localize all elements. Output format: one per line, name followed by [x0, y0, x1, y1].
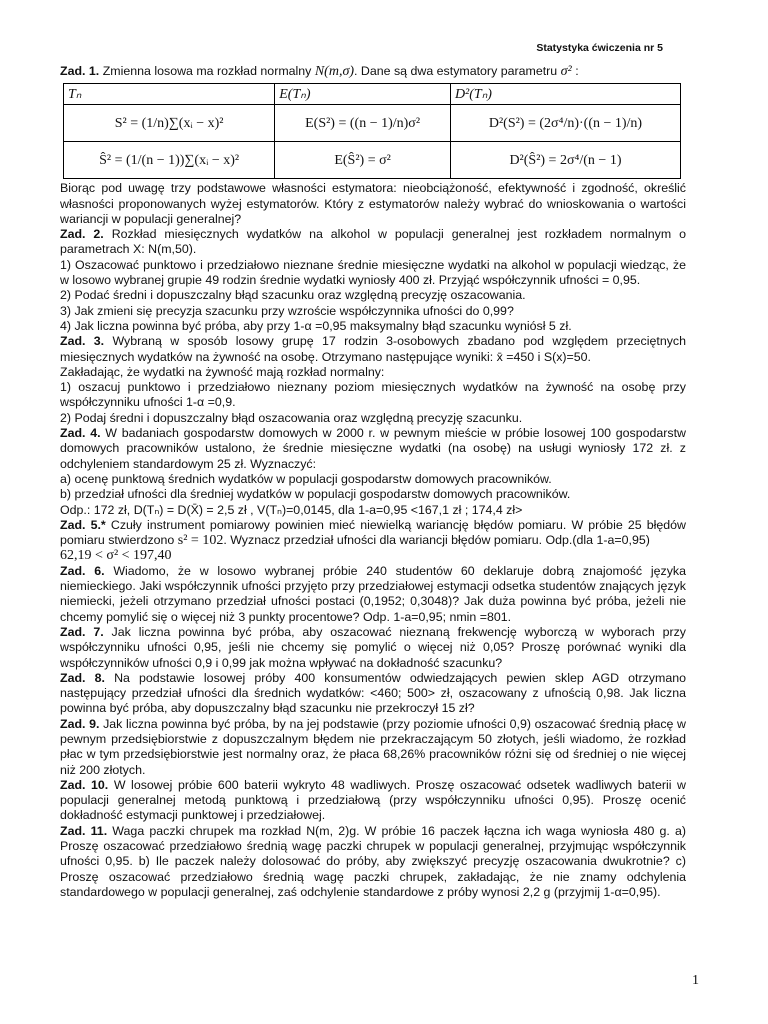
exercise-4: Zad. 4. W badaniach gospodarstw domowych w 2000 r. w pewnym mieście w próbie losowej 100 gospodarstw domowych pracowników ustalono, że średnie miesięczne wydatki (na osobę) na usługi wyniosły 172 zł. z odchyleniem standardowym 25 zł. Wyznaczyć:: [60, 426, 686, 471]
exercise-2: Zad. 2. Rozkład miesięcznych wydatków na alkohol w populacji generalnej jest rozkładem normalnym o parametrach X: N(m,50).: [60, 227, 686, 257]
exercise-1-question: Biorąc pod uwagę trzy podstawowe własności estymatora: nieobciążoność, efektywność i zgodność, określić własności proponowanych wyżej estymatorów. Który z estymatorów należy wybrać do wnioskowania o wartości wariancji w populacji generalnej?: [60, 181, 686, 226]
exercise-label: Zad. 3.: [60, 334, 105, 349]
exercise-1: Zad. 1. Zmienna losowa ma rozkład normalny N(m,σ). Dane są dwa estymatory parametru σ² :: [60, 64, 579, 79]
exercise-item: b) przedział ufności dla średniej wydatków w populacji gospodarstw domowych pracowników.: [60, 487, 571, 502]
exercise-label: Zad. 7.: [60, 624, 104, 639]
exercise-10: Zad. 10. W losowej próbie 600 baterii wykryto 48 wadliwych. Proszę oszacować odsetek wadliwych baterii w populacji generalnej metodą punktową i przedziałową (przy współczynniku ufności 0,95). Proszę ocenić dokładność estymacji punktowej i przedziałowej.: [60, 777, 686, 823]
table-cell: E(S²) = ((n − 1)/n)σ²: [275, 105, 451, 142]
exercise-item: 3) Jak zmieni się precyzja szacunku przy wzroście współczynnika ufności do 0,99?: [60, 303, 514, 318]
exercise-item: 1) oszacuj punktowo i przedziałowo nieznany poziom miesięcznych wydatków na żywność na osobę przy współczynniku ufności 1-α =0,9.: [60, 380, 686, 410]
sample-variance: s² = 102: [177, 533, 224, 549]
table-header-cell: D²(Tₙ): [450, 84, 680, 105]
page-header: Statystyka ćwiczenia nr 5: [536, 42, 663, 54]
exercise-item: a) ocenę punktową średnich wydatków w populacji gospodarstw domowych pracowników.: [60, 471, 552, 486]
exercise-answer: 62,19 < σ² < 197,40: [60, 548, 172, 564]
table-cell: E(Ŝ²) = σ²: [275, 142, 451, 179]
exercise-item: 4) Jak liczna powinna być próba, aby przy 1-α =0,95 maksymalny błąd szacunku wyniósł 5 zł.: [60, 318, 572, 333]
exercise-3: Zad. 3. Wybraną w sposób losowy grupę 17 rodzin 3-osobowych zbadano pod względem przeciętnych miesięcznych wydatków na żywność na osobę. Otrzymano następujące wyniki: x̄ =450 i S(x)=50.: [60, 334, 686, 364]
table-row: [64, 142, 681, 179]
exercise-11: Zad. 11. Waga paczki chrupek ma rozkład N(m, 2)g. W próbie 16 paczek łączna ich waga wyniosła 480 g. a) Proszę oszacować przedziałowo średnią wagę paczki chrupek w populacji generalnej, przyjmując współczynnik ufności 0,95. b) Ile paczek należy dolosować do próby, aby zwiększyć precyzję oszacowania dwukrotnie? c) Proszę oszacować przedziałowo średnią wagę paczki chrupek, zakładając, że nie znamy odchylenia standardowego w populacji generalnej, zaś odchylenie standardowe z próby wynosi 2,2 g (przyjmij 1-α=0,95).: [60, 823, 686, 899]
exercise-content: [60, 64, 686, 900]
table-cell: D²(Ŝ²) = 2σ⁴/(n − 1): [450, 142, 680, 179]
exercise-intro: Zakładając, że wydatki na żywność mają rozkład normalny:: [60, 364, 385, 379]
exercise-label: Zad. 8.: [60, 670, 105, 685]
exercise-label: Zad. 11.: [60, 823, 108, 838]
estimators-table: [63, 83, 681, 179]
exercise-label: Zad. 2.: [60, 227, 104, 242]
table-cell: S² = (1/n)∑(xᵢ − x)²: [64, 105, 275, 142]
exercise-item: 2) Podaj średni i dopuszczalny błąd oszacowania oraz względną precyzję szacunku.: [60, 410, 523, 425]
exercise-5: Zad. 5.* Czuły instrument pomiarowy powinien mieć niewielką wariancję błędów pomiaru. W próbie 25 błędów pomiaru stwierdzono s² = 102. Wyznacz przedział ufności dla wariancji błędów pomiaru. Odp.(dla 1-a=0,95): [60, 517, 686, 549]
exercise-item: 2) Podać średni i dopuszczalny błąd szacunku oraz względną precyzję oszacowania.: [60, 288, 526, 303]
exercise-9: Zad. 9. Jak liczna powinna być próba, by na jej podstawie (przy poziomie ufności 0,9) oszacować średnią płacę w pewnym przedsiębiorstwie z dopuszczalnym błędem nie przekraczającym 50 złotych, jeśli wiadomo, że rozkład płac w tym przedsiębiorstwie jest normalny oraz, że płaca 68,26% pracowników różni się od średniej o nie więcej niż 200 złotych.: [60, 716, 686, 777]
exercise-label: Zad. 9.: [60, 716, 100, 731]
parameter-symbol: σ²: [560, 64, 572, 79]
exercise-label: Zad. 5.*: [60, 517, 106, 532]
exercise-item: 1) Oszacować punktowo i przedziałowo nieznane średnie miesięczne wydatki na alkohol w populacji wiedząc, że w losowo wybranej grupie 49 rodzin średnie wydatki wyniosły 400 zł. Przyjąć współczynnik ufności = 0,95.: [60, 257, 686, 288]
exercise-7: Zad. 7. Jak liczna powinna być próba, aby oszacować nieznaną frekwencję wyborczą w wyborach przy współczynniku ufności 0,95, jeśli nie chcemy się pomylić o więcej niż 0,05? Proszę porównać wyniki dla współczynników ufności 0,9 i 0,99 jak można wpływać na dokładność szacunku?: [60, 624, 686, 670]
exercise-label: Zad. 1.: [60, 64, 100, 78]
exercise-answer: Odp.: 172 zł, D(Tₙ) = D(X̄) = 2,5 zł , V(Tₙ)=0,0145, dla 1-a=0,95 <167,1 zł ; 174,4 zł>: [60, 502, 523, 517]
exercise-label: Zad. 10.: [60, 777, 109, 792]
table-header-cell: Tₙ: [64, 84, 275, 105]
sample-results: x̄ =450 i S(x)=50.: [496, 349, 591, 364]
table-header-row: [64, 84, 681, 105]
table-header-cell: E(Tₙ): [275, 84, 451, 105]
distribution-symbol: N(m,σ): [314, 64, 355, 79]
table-cell: D²(S²) = (2σ⁴/n)·((n − 1)/n): [450, 105, 680, 142]
table-cell: Ŝ² = (1/(n − 1))∑(xᵢ − x)²: [64, 142, 275, 179]
page-number: 1: [692, 973, 699, 988]
exercise-6: Zad. 6. Wiadomo, że w losowo wybranej próbie 240 studentów 60 deklaruje dobrą znajomość języka niemieckiego. Jaki współczynnik ufności przyjęto przy przedziałowej estymacji odsetka studentów znających język niemiecki, jeżeli otrzymano przedział ufności postaci (0,1952; 0,3048)? Jak duża powinna być próba, jeżeli nie chcemy pomylić się o więcej niż 3 punkty procentowe? Odp. 1-a=0,95; nmin =801.: [60, 563, 687, 624]
exercise-8: Zad. 8. Na podstawie losowej próby 400 konsumentów odwiedzających pewien sklep AGD otrzymano następujący przedział ufności dla średnich wydatków: <460; 500> zł, oszacowany z ufnością 0,98. Jak liczna powinna być próba, aby dopuszczalny błąd szacunku nie przekroczył 15 zł?: [60, 670, 686, 716]
table-row: [64, 105, 681, 142]
exercise-label: Zad. 6.: [60, 563, 105, 578]
exercise-label: Zad. 4.: [60, 426, 101, 441]
